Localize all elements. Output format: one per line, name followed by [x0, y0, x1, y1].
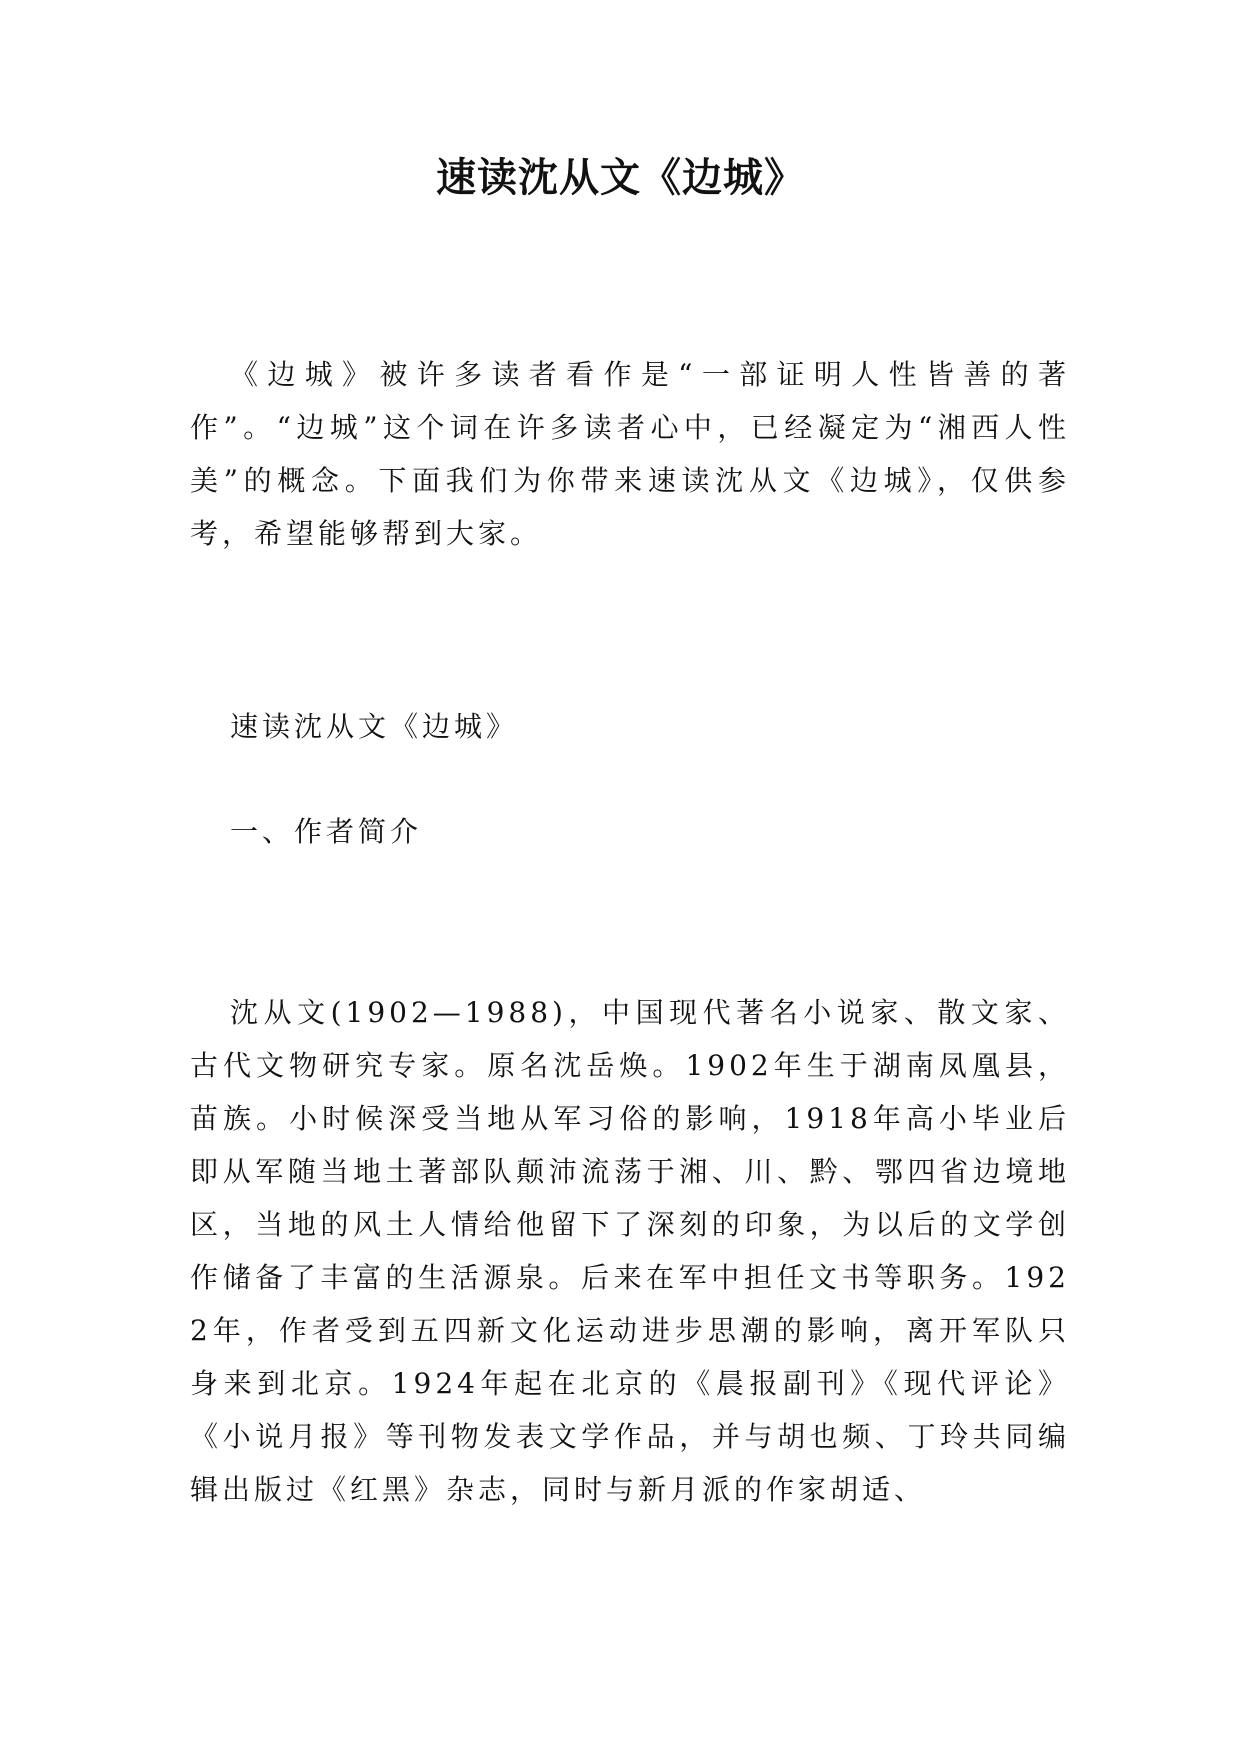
author-intro-paragraph: 沈从文(1902—1988)，中国现代著名小说家、散文家、古代文物研究专家。原名沈岳焕。1902年生于湖南凤凰县，苗族。小时候深受当地从军习俗的影响，1918年高小毕业后即从军随当地土著部队颠沛流荡于湘、川、黔、鄂四省边境地区，当地的风土人情给他留下了深刻的印象，为以后的文学创作储备了丰富的生活源泉。后来在军中担任文书等职务。1922年，作者受到五四新文化运动进步思潮的影响，离开军队只身来到北京。1924年起在北京的《晨报副刊》《现代评论》《小说月报》等刊物发表文学作品，并与胡也频、丁玲共同编辑出版过《红黑》杂志，同时与新月派的作家胡适、 [190, 996, 1070, 1506]
section-heading: 速读沈从文《边城》 [230, 710, 519, 743]
intro-paragraph: 《边城》被许多读者看作是“一部证明人性皆善的著作”。“边城”这个词在许多读者心中，已经凝定为“湘西人性美”的概念。下面我们为你带来速读沈从文《边城》，仅供参考，希望能够帮到大家。 [190, 358, 1070, 550]
document-title: 速读沈从文《边城》 [436, 154, 805, 201]
subsection-heading: 一、作者简介 [230, 815, 423, 848]
